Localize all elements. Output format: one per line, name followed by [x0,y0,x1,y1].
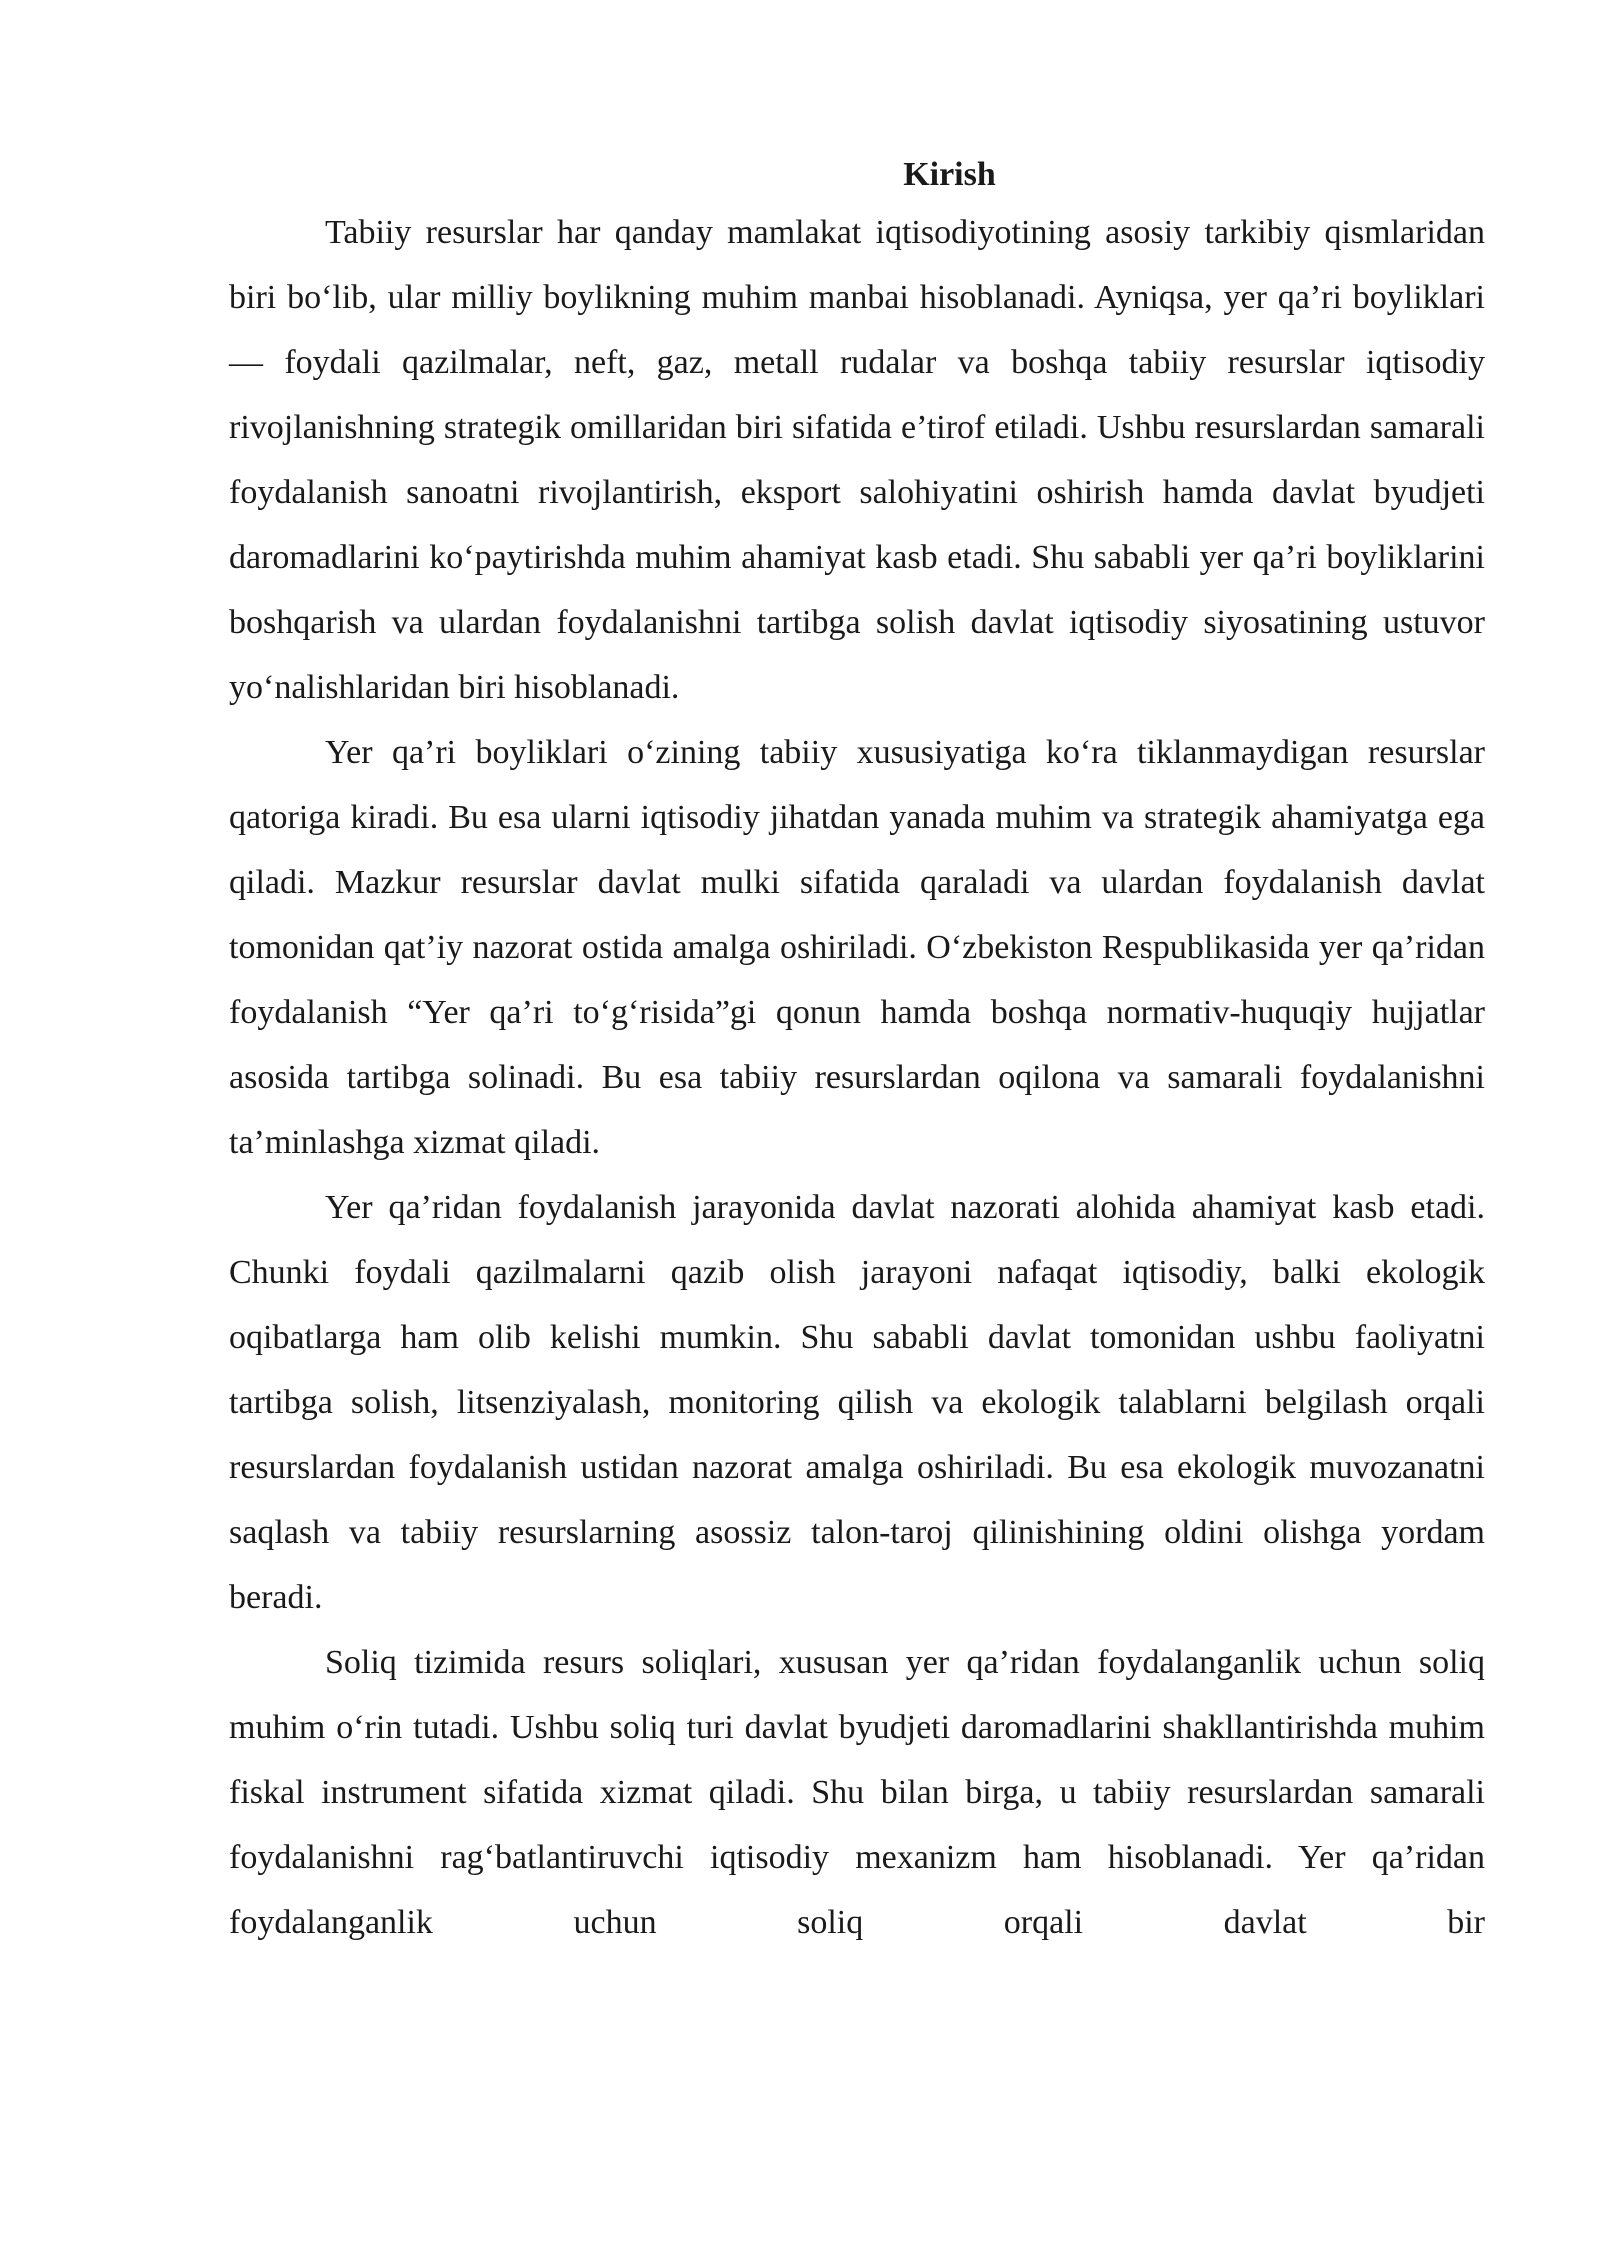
page-title: Kirish [903,156,996,193]
paragraph-3: Yer qa’ridan foydalanish jarayonida davlat nazorati alohida ahamiyat kasb etadi. Chunki foydali qazilmalarni qazib olish jarayoni nafaqat iqtisodiy, balki ekologik oqibatlarga ham olib kelishi mumkin. Shu sababli davlat tomonidan ushbu faoliyatni tartibga solish, litsenziyalash, monitoring qilish va ekologik talablarni belgilash orqali resurslardan foydalanish ustidan nazorat amalga oshiriladi. Bu esa ekologik muvozanatni saqlash va tabiiy resurslarning asossiz talon-taroj qilinishining oldini olishga yordam beradi. [229,1189,1485,1616]
paragraph-1: Tabiiy resurslar har qanday mamlakat iqtisodiyotining asosiy tarkibiy qismlaridan biri bo‘lib, ular milliy boylikning muhim manbai hisoblanadi. Ayniqsa, yer qa’ri boyliklari — foydali qazilmalar, neft, gaz, metall rudalar va boshqa tabiiy resurslar iqtisodiy rivojlanishning strategik omillaridan biri sifatida e’tirof etiladi. Ushbu resurslardan samarali foydalanish sanoatni rivojlantirish, eksport salohiyatini oshirish hamda davlat byudjeti daromadlarini ko‘paytirishda muhim ahamiyat kasb etadi. Shu sababli yer qa’ri boyliklarini boshqarish va ulardan foydalanishni tartibga solish davlat iqtisodiy siyosatining ustuvor yo‘nalishlaridan biri hisoblanadi. [229,214,1485,706]
paragraph-4: Soliq tizimida resurs soliqlari, xususan yer qa’ridan foydalanganlik uchun soliq muhim o‘rin tutadi. Ushbu soliq turi davlat byudjeti daromadlarini shakllantirishda muhim fiskal instrument sifatida xizmat qiladi. Shu bilan birga, u tabiiy resurslardan samarali foydalanishni rag‘batlantiruvchi iqtisodiy mexanizm ham hisoblanadi. Yer qa’ridan foydalanganlik uchun soliq orqali davlat bir [229,1644,1485,1941]
document-body [229,150,1485,1955]
paragraph-2: Yer qa’ri boyliklari o‘zining tabiiy xususiyatiga ko‘ra tiklanmaydigan resurslar qatoriga kiradi. Bu esa ularni iqtisodiy jihatdan yanada muhim va strategik ahamiyatga ega qiladi. Mazkur resurslar davlat mulki sifatida qaraladi va ulardan foydalanish davlat tomonidan qat’iy nazorat ostida amalga oshiriladi. O‘zbekiston Respublikasida yer qa’ridan foydalanish “Yer qa’ri to‘g‘risida”gi qonun hamda boshqa normativ-huquqiy hujjatlar asosida tartibga solinadi. Bu esa tabiiy resurslardan oqilona va samarali foydalanishni ta’minlashga xizmat qiladi. [229,734,1485,1161]
